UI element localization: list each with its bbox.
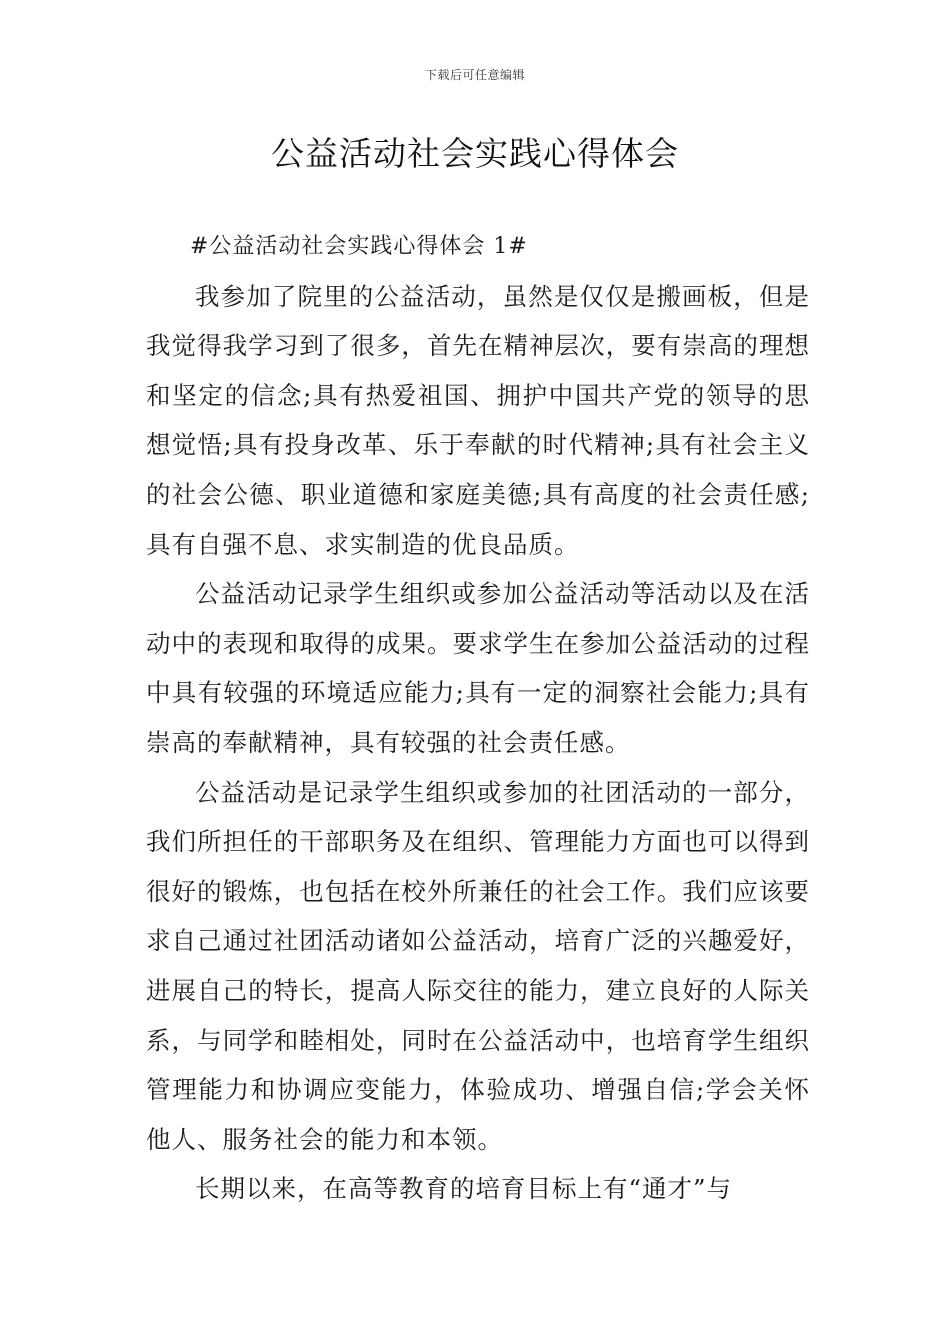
header-note: 下载后可任意编辑 (424, 68, 525, 82)
section-heading: #公益活动社会实践心得体会 1# (190, 234, 528, 259)
paragraph: 公益活动记录学生组织或参加公益活动等活动以及在活动中的表现和取得的成果。要求学生在参加公益活动的过程中具有较强的环境适应能力;具有一定的洞察社会能力;具有崇高的奉献精神，具有较强的社会责任感。 (146, 579, 810, 757)
document-body (146, 222, 810, 1214)
paragraph: 公益活动是记录学生组织或参加的社团活动的一部分，我们所担任的干部职务及在组织、管理能力方面也可以得到很好的锻炼，也包括在校外所兼任的社会工作。我们应该要求自己通过社团活动诸如公益活动，培育广泛的兴趣爱好，进展自己的特长，提高人际交往的能力，建立良好的人际关系，与同学和睦相处，同时在公益活动中，也培育学生组织管理能力和协调应变能力，体验成功、增强自信;学会关怀他人、服务社会的能力和本领。 (146, 777, 810, 1154)
document-title: 公益活动社会实践心得体会 (271, 134, 679, 173)
paragraph: 我参加了院里的公益活动，虽然是仅仅是搬画板，但是我觉得我学习到了很多，首先在精神层次，要有崇高的理想和坚定的信念;具有热爱祖国、拥护中国共产党的领导的思想觉悟;具有投身改革、乐于奉献的时代精神;具有社会主义的社会公德、职业道德和家庭美德;具有高度的社会责任感;具有自强不息、求实制造的优良品质。 (146, 281, 810, 559)
paragraph: 长期以来，在高等教育的培育目标上有“通才”与 (195, 1174, 733, 1204)
